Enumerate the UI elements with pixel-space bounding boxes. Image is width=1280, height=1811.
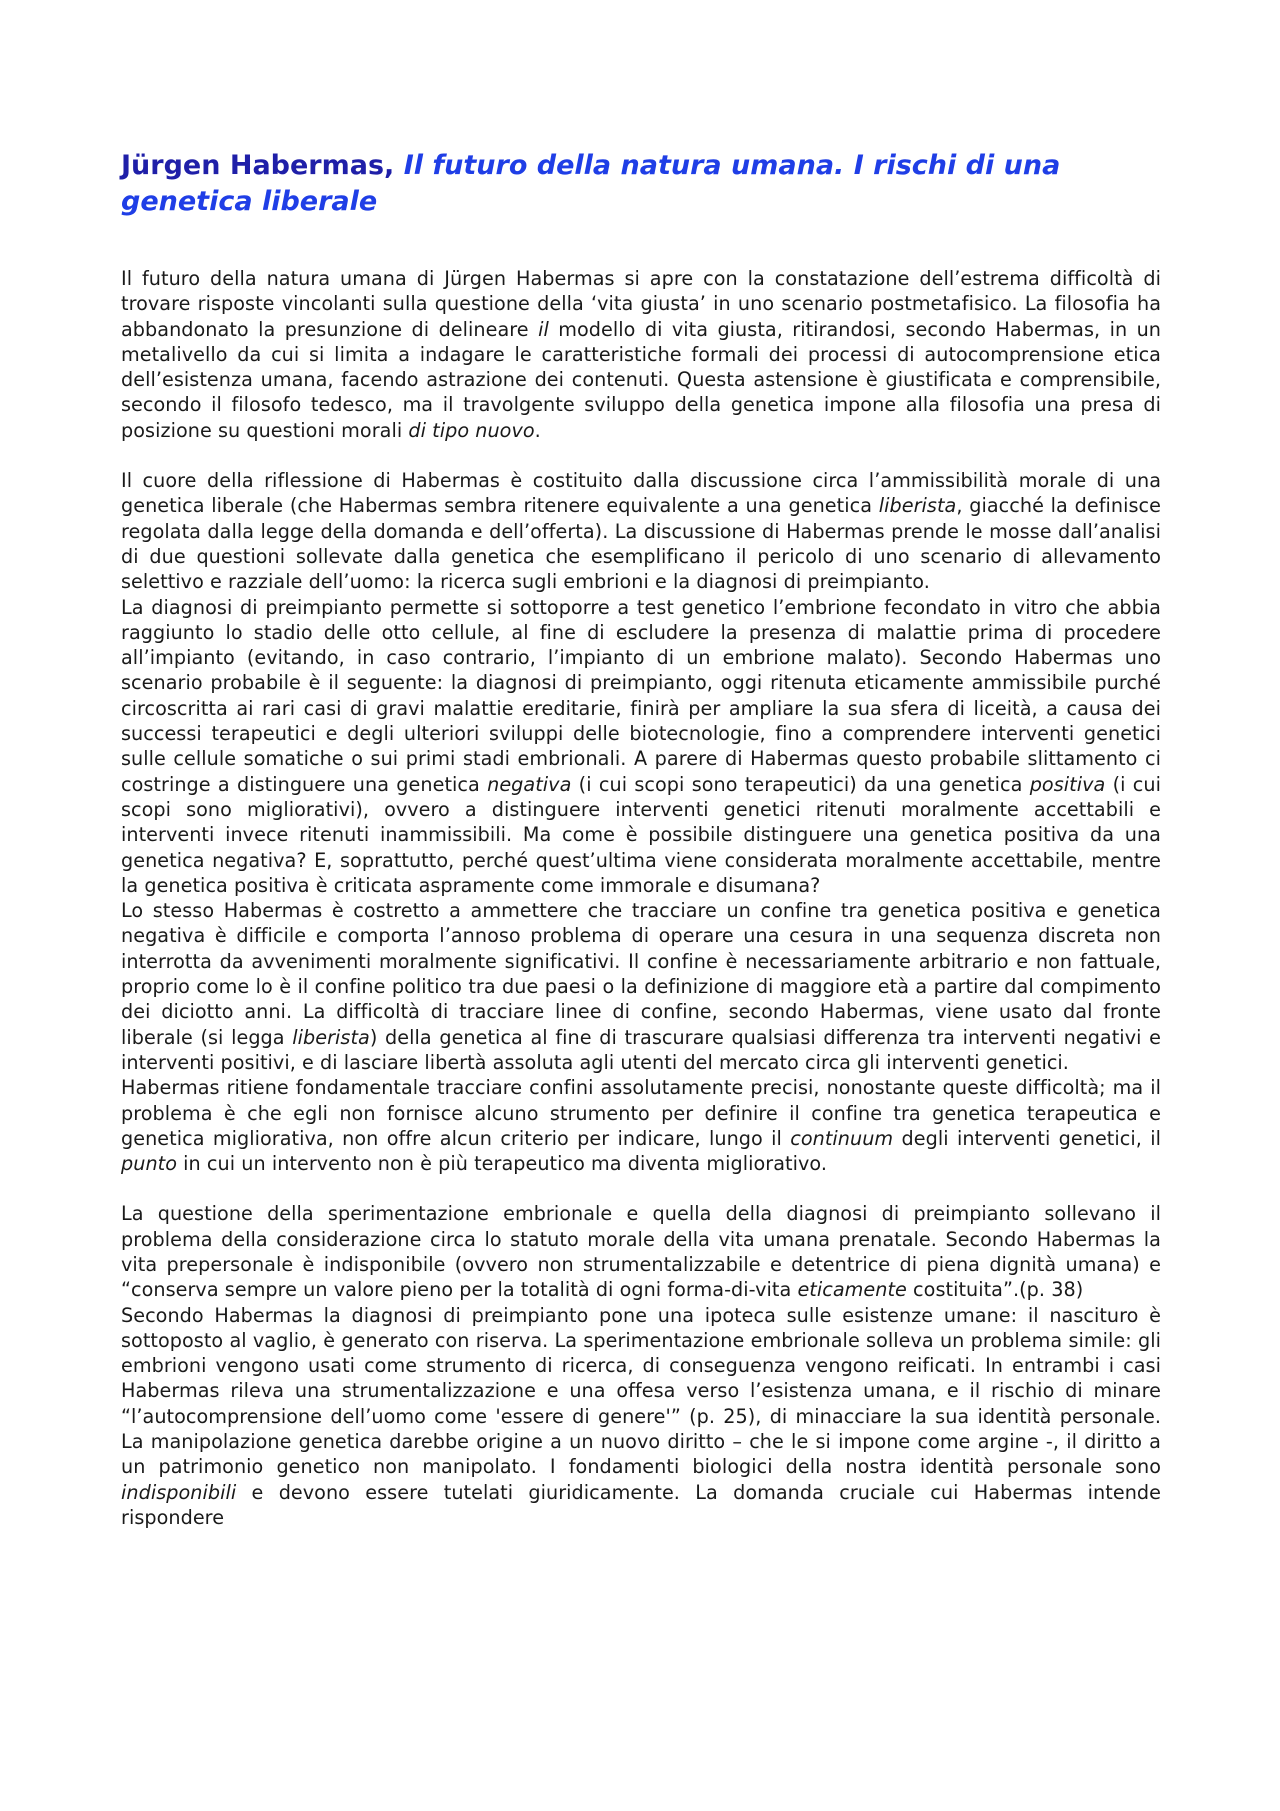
paragraph-text: in cui un intervento non è più terapeutico ma diventa migliorativo. xyxy=(177,1152,827,1176)
italic-text: nuovo xyxy=(475,418,535,442)
paragraph-text: Habermas ritiene fondamentale tracciare confini assolutamente precisi, nonostante queste difficoltà; ma il problema è che egli non fornisce alcuno strumento per definire il confine tra genetica terapeutica e genetica migliorativa, non offre alcun criterio per indicare, lungo il xyxy=(121,1076,1161,1150)
paragraph-text: modello di vita giusta, ritirandosi, secondo Habermas, in un metalivello da cui si limita a indagare le caratteristiche formali dei processi di autocomprensione etica dell’esistenza umana, facendo astrazione dei contenuti. Questa astensione è giustificata e comprensibile, secondo il filosofo tedesco, ma il travolgente sviluppo della genetica impone alla filosofia una presa di posizione su questioni morali xyxy=(121,317,1161,442)
paragraph-text: (i cui scopi sono migliorativi), ovvero a distinguere interventi genetici ritenuti moralmente accettabili e interventi invece ritenuti inammissibili. Ma come è possibile distinguere una genetica positiva da una genetica negativa? E, soprattutto, perché quest’ultima viene considerata moralmente accettabile, mentre la genetica positiva è criticata aspramente come immorale e disumana? xyxy=(121,772,1161,897)
italic-text: liberista xyxy=(292,1025,370,1049)
paragraph-text: La questione della sperimentazione embrionale e quella della diagnosi di preimpianto sollevano il problema della considerazione circa lo statuto morale della vita umana prenatale. Secondo Habermas la vita prepersonale è indisponibile (ovvero non strumentalizzabile e detentrice di piena dignità umana) e “conserva sempre un valore pieno per la totalità di ogni forma-di-vita xyxy=(121,1202,1161,1302)
body-paragraph xyxy=(121,266,1161,443)
italic-text: indisponibili xyxy=(121,1480,237,1504)
paragraph-text: Il futuro della natura umana di Jürgen Habermas si apre con la constatazione dell’estrema difficoltà di trovare risposte vincolanti sulla questione della ‘vita giusta’ in uno scenario postmetafisico. La filosofia ha abbandonato la presunzione di delineare xyxy=(121,267,1161,341)
paragraph-text: Lo stesso Habermas è costretto a ammettere che tracciare un confine tra genetica positiva e genetica negativa è difficile e comporta l’annoso problema di operare una cesura in una sequenza discreta non interrotta da avvenimenti moralmente significativi. Il confine è necessariamente arbitrario e non fattuale, proprio come lo è il confine politico tra due paesi o la definizione di maggiore età a partire dal compimento dei diciotto anni. La difficoltà di tracciare linee di confine, secondo Habermas, viene usato dal fronte liberale (si legga xyxy=(121,899,1161,1049)
italic-text: liberista xyxy=(878,494,957,518)
body-paragraph xyxy=(121,1303,1161,1531)
italic-text: positiva xyxy=(1029,772,1106,796)
italic-text: continuum xyxy=(790,1126,894,1150)
paragraph-gap xyxy=(121,1176,1161,1201)
body-paragraph xyxy=(121,1201,1161,1302)
paragraph-text: Secondo Habermas la diagnosi di preimpianto pone una ipoteca sulle esistenze umane: il nascituro è sottoposto al vaglio, è generato con riserva. La sperimentazione embrionale solleva un problema simile: gli embrioni vengono usati come strumento di ricerca, di conseguenza vengono reificati. In entrambi i casi Habermas rileva una strumentalizzazione e una offesa verso l’esistenza umana, e il rischio di minare “l’autocomprensione dell’uomo come 'essere di genere'” (p. 25), di minacciare la sua identità personale. La manipolazione genetica darebbe origine a un nuovo diritto – che le si impone come argine -, il diritto a un patrimonio genetico non manipolato. I fondamenti biologici della nostra identità personale sono xyxy=(121,1303,1161,1479)
paragraph-text: ) della genetica al fine di trascurare qualsiasi differenza tra interventi negativi e interventi positivi, e di lasciare libertà assoluta agli utenti del mercato circa gli interventi genetici. xyxy=(121,1025,1161,1074)
paragraph-gap xyxy=(121,443,1161,468)
body-paragraph xyxy=(121,468,1161,594)
document-title xyxy=(121,148,1161,220)
body-paragraph xyxy=(121,595,1161,899)
paragraph-text: . xyxy=(534,418,541,442)
italic-text: punto xyxy=(121,1152,178,1176)
italic-text: di tipo xyxy=(408,418,470,442)
italic-text: il xyxy=(538,317,549,341)
paragraph-text: Il cuore della riflessione di Habermas è costituito dalla discussione circa l’ammissibilità morale di una genetica liberale (che Habermas sembra ritenere equivalente a una genetica xyxy=(121,469,1161,518)
italic-text: eticamente xyxy=(797,1278,907,1302)
paragraph-text: , giacché la definisce regolata dalla legge della domanda e dell’offerta). La discussione di Habermas prende le mosse dall’analisi di due questioni sollevate dalla genetica che esemplificano il pericolo di uno scenario di allevamento selettivo e razziale dell’uomo: la ricerca sugli embrioni e la diagnosi di preimpianto. xyxy=(121,494,1161,594)
italic-text: negativa xyxy=(487,772,572,796)
title-work: Il futuro della natura umana. I rischi di una genetica liberale xyxy=(121,150,1061,217)
body-paragraph xyxy=(121,898,1161,1075)
paragraph-text: e devono essere tutelati giuridicamente. La domanda cruciale cui Habermas intende rispondere xyxy=(121,1480,1161,1529)
body-paragraph xyxy=(121,1075,1161,1176)
title-author: Jürgen Habermas, xyxy=(121,150,404,181)
paragraph-text: (i cui scopi sono terapeutici) da una genetica xyxy=(571,772,1030,796)
paragraph-text: La diagnosi di preimpianto permette si sottoporre a test genetico l’embrione fecondato in vitro che abbia raggiunto lo stadio delle otto cellule, al fine di escludere la presenza di malattie prima di procedere all’impianto (evitando, in caso contrario, l’impianto di un embrione malato). Secondo Habermas uno scenario probabile è il seguente: la diagnosi di preimpianto, oggi ritenuta eticamente ammissibile purché circoscritta ai rari casi di gravi malattie ereditarie, finirà per ampliare la sua sfera di liceità, a causa dei successi terapeutici e degli ulteriori sviluppi delle biotecnologie, fino a comprendere interventi genetici sulle cellule somatiche o sui primi stadi embrionali. A parere di Habermas questo probabile slittamento ci costringe a distinguere una genetica xyxy=(121,595,1161,796)
document-body xyxy=(121,266,1161,1530)
document-page xyxy=(121,148,1161,1530)
paragraph-text: costituita”.(p. 38) xyxy=(906,1278,1084,1302)
paragraph-text: degli interventi genetici, il xyxy=(893,1126,1161,1150)
